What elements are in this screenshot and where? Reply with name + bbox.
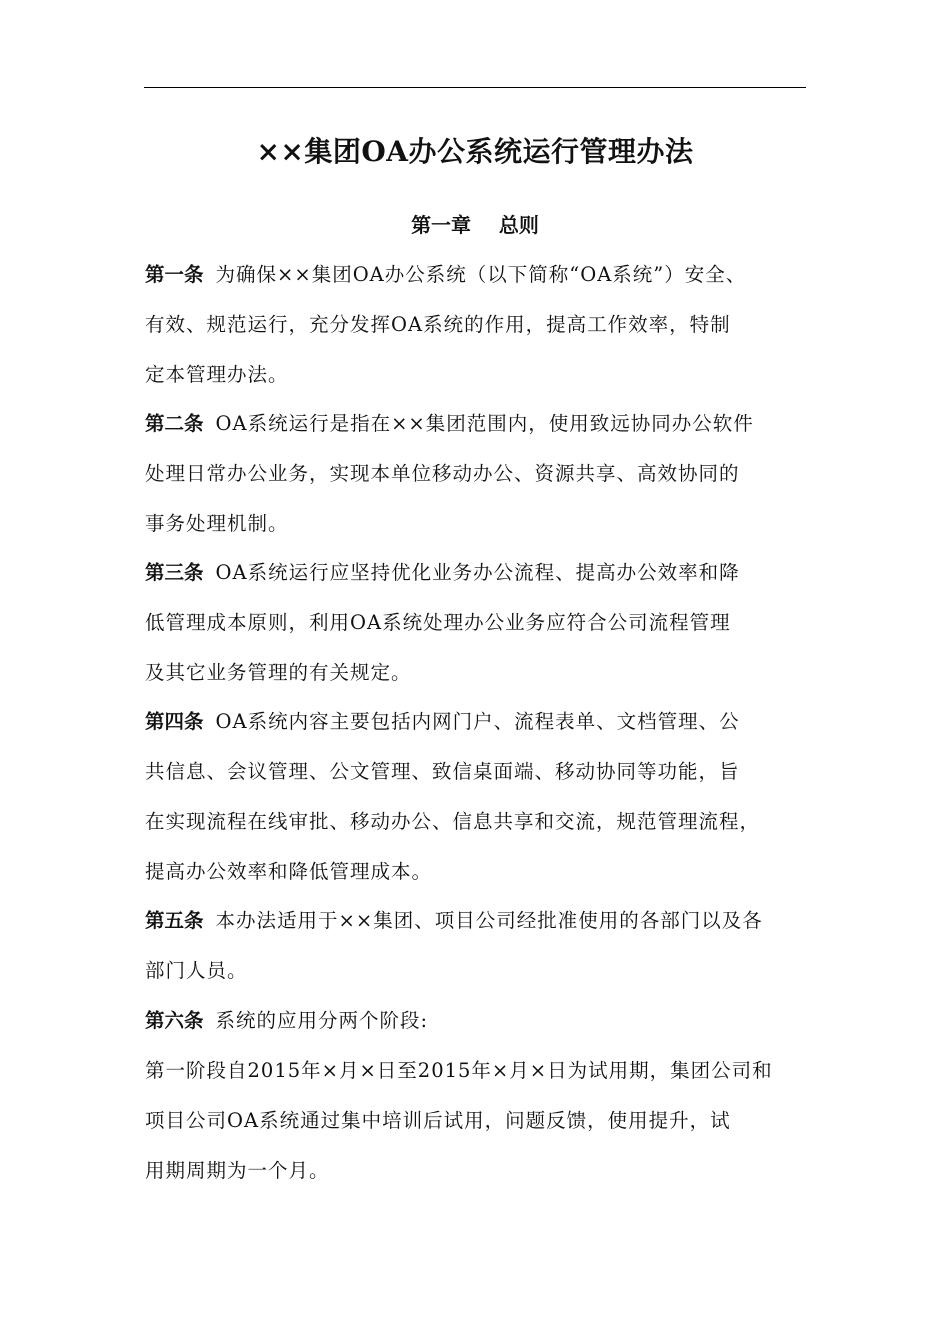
article-text: 为确保××集团OA办公系统（以下简称“OA系统”）安全、 (215, 263, 747, 286)
article-line: 定本管理办法。 (145, 363, 289, 386)
article-4 (145, 705, 825, 905)
article-3 (145, 556, 825, 706)
article-5 (145, 904, 825, 1004)
article-line: 提高办公效率和降低管理成本。 (145, 860, 433, 883)
article-line (145, 258, 825, 308)
article-number: 第五条 (145, 909, 204, 932)
article-line: 项目公司OA系统通过集中培训后试用，问题反馈，使用提升，试 (145, 1109, 731, 1132)
chapter-heading: 第一章 总则 (411, 213, 539, 237)
article-text: OA系统运行应坚持优化业务办公流程、提高办公效率和降 (215, 561, 740, 584)
article-line (145, 904, 825, 954)
article-line: 用期周期为一个月。 (145, 1159, 330, 1182)
article-number: 第一条 (145, 263, 204, 286)
article-line: 在实现流程在线审批、移动办公、信息共享和交流，规范管理流程， (145, 810, 761, 833)
article-line (145, 1004, 825, 1054)
article-line (145, 556, 825, 606)
article-line: 第一阶段自2015年×月×日至2015年×月×日为试用期，集团公司和 (145, 1059, 773, 1082)
article-number: 第六条 (145, 1009, 204, 1032)
article-text: 本办法适用于××集团、项目公司经批准使用的各部门以及各 (215, 909, 763, 932)
article-number: 第二条 (145, 412, 204, 435)
article-line: 处理日常办公业务，实现本单位移动办公、资源共享、高效协同的 (145, 462, 740, 485)
article-number: 第四条 (145, 710, 204, 733)
article-line (145, 705, 825, 755)
article-line: 有效、规范运行，充分发挥OA系统的作用，提高工作效率，特制 (145, 313, 731, 336)
article-text: OA系统内容主要包括内网门户、流程表单、文档管理、公 (215, 710, 740, 733)
article-line: 低管理成本原则，利用OA系统处理办公业务应符合公司流程管理 (145, 611, 731, 634)
article-text: 系统的应用分两个阶段: (215, 1009, 429, 1032)
header-rule (144, 87, 806, 88)
document-title: ××集团OA办公系统运行管理办法 (256, 135, 694, 168)
article-6 (145, 1004, 825, 1204)
article-1 (145, 258, 825, 408)
article-line: 共信息、会议管理、公文管理、致信桌面端、移动协同等功能，旨 (145, 760, 740, 783)
article-line: 事务处理机制。 (145, 512, 289, 535)
article-2 (145, 407, 825, 557)
article-line: 部门人员。 (145, 959, 248, 982)
article-number: 第三条 (145, 561, 204, 584)
article-line (145, 407, 825, 457)
article-line: 及其它业务管理的有关规定。 (145, 661, 412, 684)
article-text: OA系统运行是指在××集团范围内，使用致远协同办公软件 (215, 412, 754, 435)
